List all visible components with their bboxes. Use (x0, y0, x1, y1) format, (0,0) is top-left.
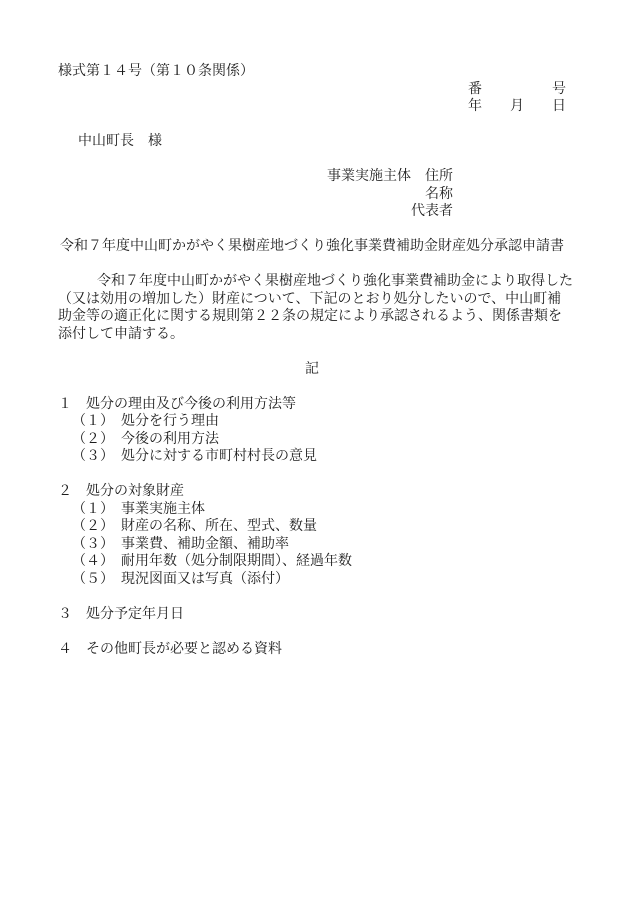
spacer-line (58, 221, 566, 239)
addressee: 中山町長 様 (78, 134, 162, 149)
spacer-line (58, 116, 566, 134)
spacer-line (58, 256, 566, 274)
applicant-address-line: 事業実施主体 住所 (327, 169, 453, 184)
body-paragraph (58, 273, 573, 343)
document-title: 令和７年度中山町かがやく果樹産地づくり強化事業費補助金財産処分承認申請書 (60, 239, 564, 254)
document-content (58, 63, 573, 658)
section-item: （５） 現況図面又は写真（添付） (72, 571, 289, 587)
body-line: 助金等の適正化に関する規則第２２条の規定により承認されるよう、関係書類を (58, 309, 562, 324)
applicant-representative-line: 代表者 (411, 204, 453, 219)
body-line: 令和７年度中山町かがやく果樹産地づくり強化事業費補助金により取得した (97, 274, 573, 289)
spacer-line (58, 378, 566, 396)
section-4 (58, 641, 566, 659)
section-item: （１） 事業実施主体 (72, 501, 205, 517)
section-item: （３） 事業費、補助金額、補助率 (72, 536, 289, 552)
body-line: （又は効用の増加した）財産について、下記のとおり処分したいので、中山町補 (58, 291, 562, 307)
section-item: （３） 処分に対する市町村村長の意見 (72, 449, 317, 464)
section-2 (58, 483, 566, 588)
form-number: 様式第１４号（第１０条関係） (58, 64, 254, 79)
section-item: （２） 財産の名称、所在、型式、数量 (72, 519, 317, 534)
section-item: （１） 処分を行う理由 (72, 414, 219, 429)
date-line: 年 月 日 (468, 99, 566, 114)
spacer-line (58, 466, 566, 484)
section-1 (58, 396, 566, 466)
section-item: （４） 耐用年数（処分制限期間）、経過年数 (72, 554, 352, 569)
section-heading: １ 処分の理由及び今後の利用方法等 (58, 396, 296, 412)
body-line: 添付して申請する。 (58, 326, 184, 342)
record-marker: 記 (305, 361, 319, 377)
section-heading: ２ 処分の対象財産 (58, 484, 184, 499)
spacer-line (58, 588, 566, 606)
spacer-line (58, 151, 566, 169)
document-number-line: 番 号 (468, 81, 566, 97)
section-heading: ４ その他町長が必要と認める資料 (58, 641, 282, 657)
spacer-line (58, 343, 566, 361)
section-item: （２） 今後の利用方法 (72, 431, 219, 447)
section-3 (58, 606, 566, 624)
applicant-block (58, 168, 453, 221)
spacer-line (58, 623, 566, 641)
applicant-name-line: 名称 (425, 186, 453, 202)
section-heading: ３ 処分予定年月日 (58, 606, 184, 622)
